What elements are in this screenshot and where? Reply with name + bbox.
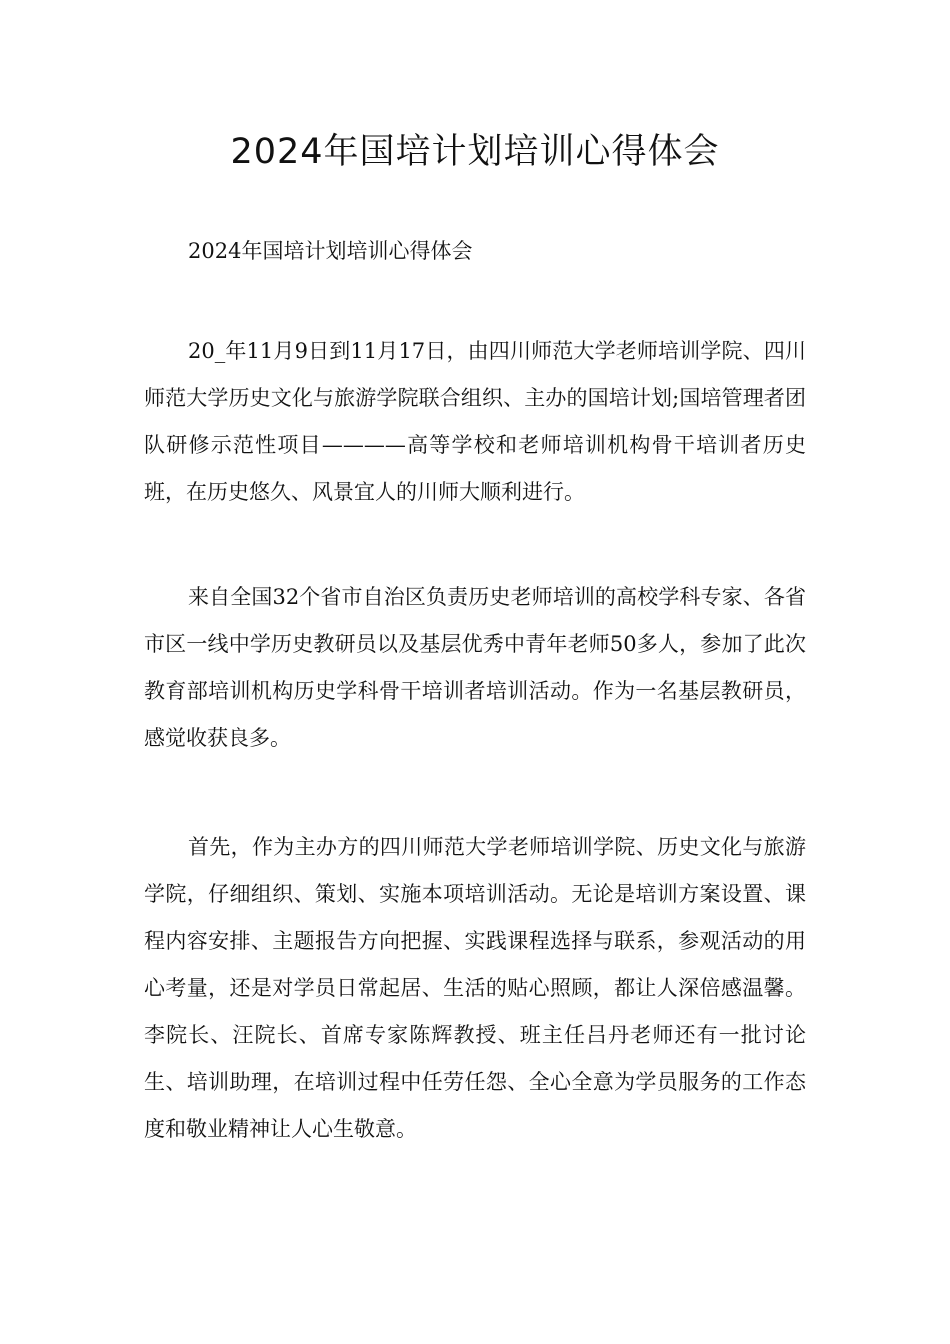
paragraph-2: 来自全国32个省市自治区负责历史老师培训的高校学科专家、各省市区一线中学历史教研员以及基层优秀中青年老师50多人，参加了此次教育部培训机构历史学科骨干培训者培训活动。作为一名基层教研员，感觉收获良多。 xyxy=(144,585,806,750)
document-subtitle: 2024年国培计划培训心得体会 xyxy=(188,239,473,263)
paragraph-3: 首先，作为主办方的四川师范大学老师培训学院、历史文化与旅游学院，仔细组织、策划、实施本项培训活动。无论是培训方案设置、课程内容安排、主题报告方向把握、实践课程选择与联系，参观活动的用心考量，还是对学员日常起居、生活的贴心照顾，都让人深倍感温馨。李院长、汪院长、首席专家陈辉教授、班主任吕丹老师还有一批讨论生、培训助理，在培训过程中任劳任怨、全心全意为学员服务的工作态度和敬业精神让人心生敬意。 xyxy=(144,835,806,1141)
paragraph-1: 20_年11月9日到11月17日，由四川师范大学老师培训学院、四川师范大学历史文化与旅游学院联合组织、主办的国培计划;国培管理者团队研修示范性项目————高等学校和老师培训机构骨干培训者历史班，在历史悠久、风景宜人的川师大顺利进行。 xyxy=(144,339,806,504)
document-title: 2024年国培计划培训心得体会 xyxy=(230,132,720,172)
